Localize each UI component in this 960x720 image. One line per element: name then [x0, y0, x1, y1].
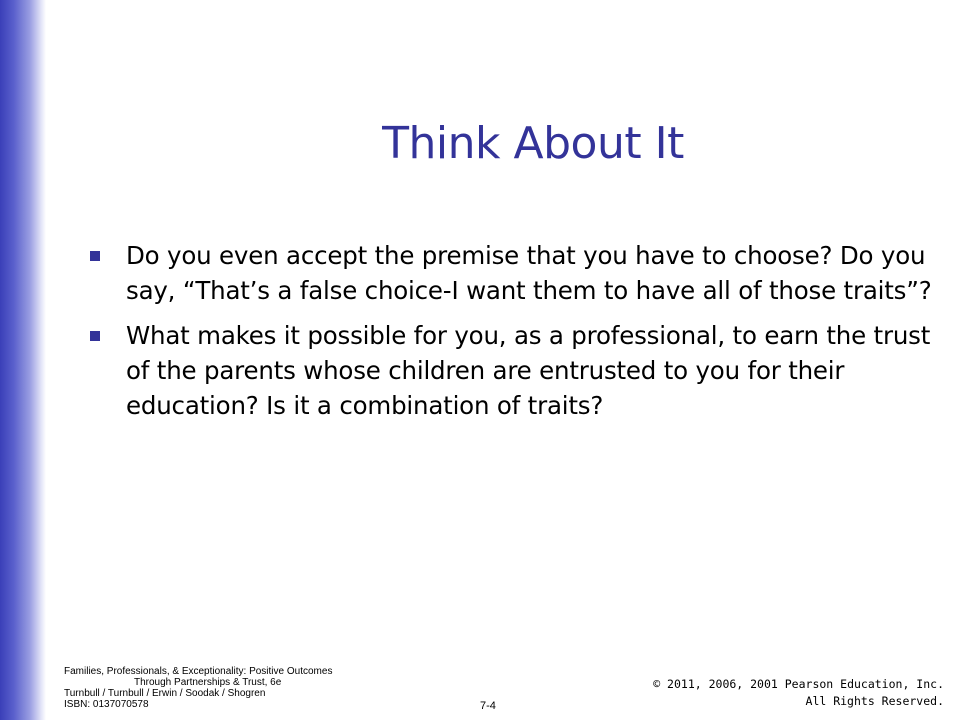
bullet-text: Do you even accept the premise that you have to choose? Do you say, “That’s a false choice-I want them to have all of those traits”?: [126, 241, 932, 305]
page-number: 7-4: [480, 700, 496, 712]
footer-isbn: ISBN: 0137070578: [64, 699, 149, 710]
bullet-text: What makes it possible for you, as a professional, to earn the trust of the parents whose children are entrusted to you for their education? Is it a combination of traits?: [126, 321, 931, 420]
bullet-list: [88, 238, 938, 433]
footer-authors: Turnbull / Turnbull / Erwin / Soodak / Shogren: [64, 688, 266, 699]
slide-title: Think About It: [382, 118, 684, 169]
copyright-line: © 2011, 2006, 2001 Pearson Education, Inc.: [653, 677, 944, 691]
footer-book-info: [64, 666, 332, 710]
bullet-item: [88, 318, 938, 423]
footer-copyright: [653, 676, 944, 710]
footer-book-subtitle: Through Partnerships & Trust, 6e: [134, 677, 282, 688]
square-bullet-icon: [90, 331, 100, 341]
rights-line: All Rights Reserved.: [805, 694, 944, 708]
left-decorative-bar: [0, 0, 46, 720]
footer-book-title: Families, Professionals, & Exceptionality: Positive Outcomes: [64, 666, 333, 677]
bullet-item: [88, 238, 938, 308]
square-bullet-icon: [90, 251, 100, 261]
